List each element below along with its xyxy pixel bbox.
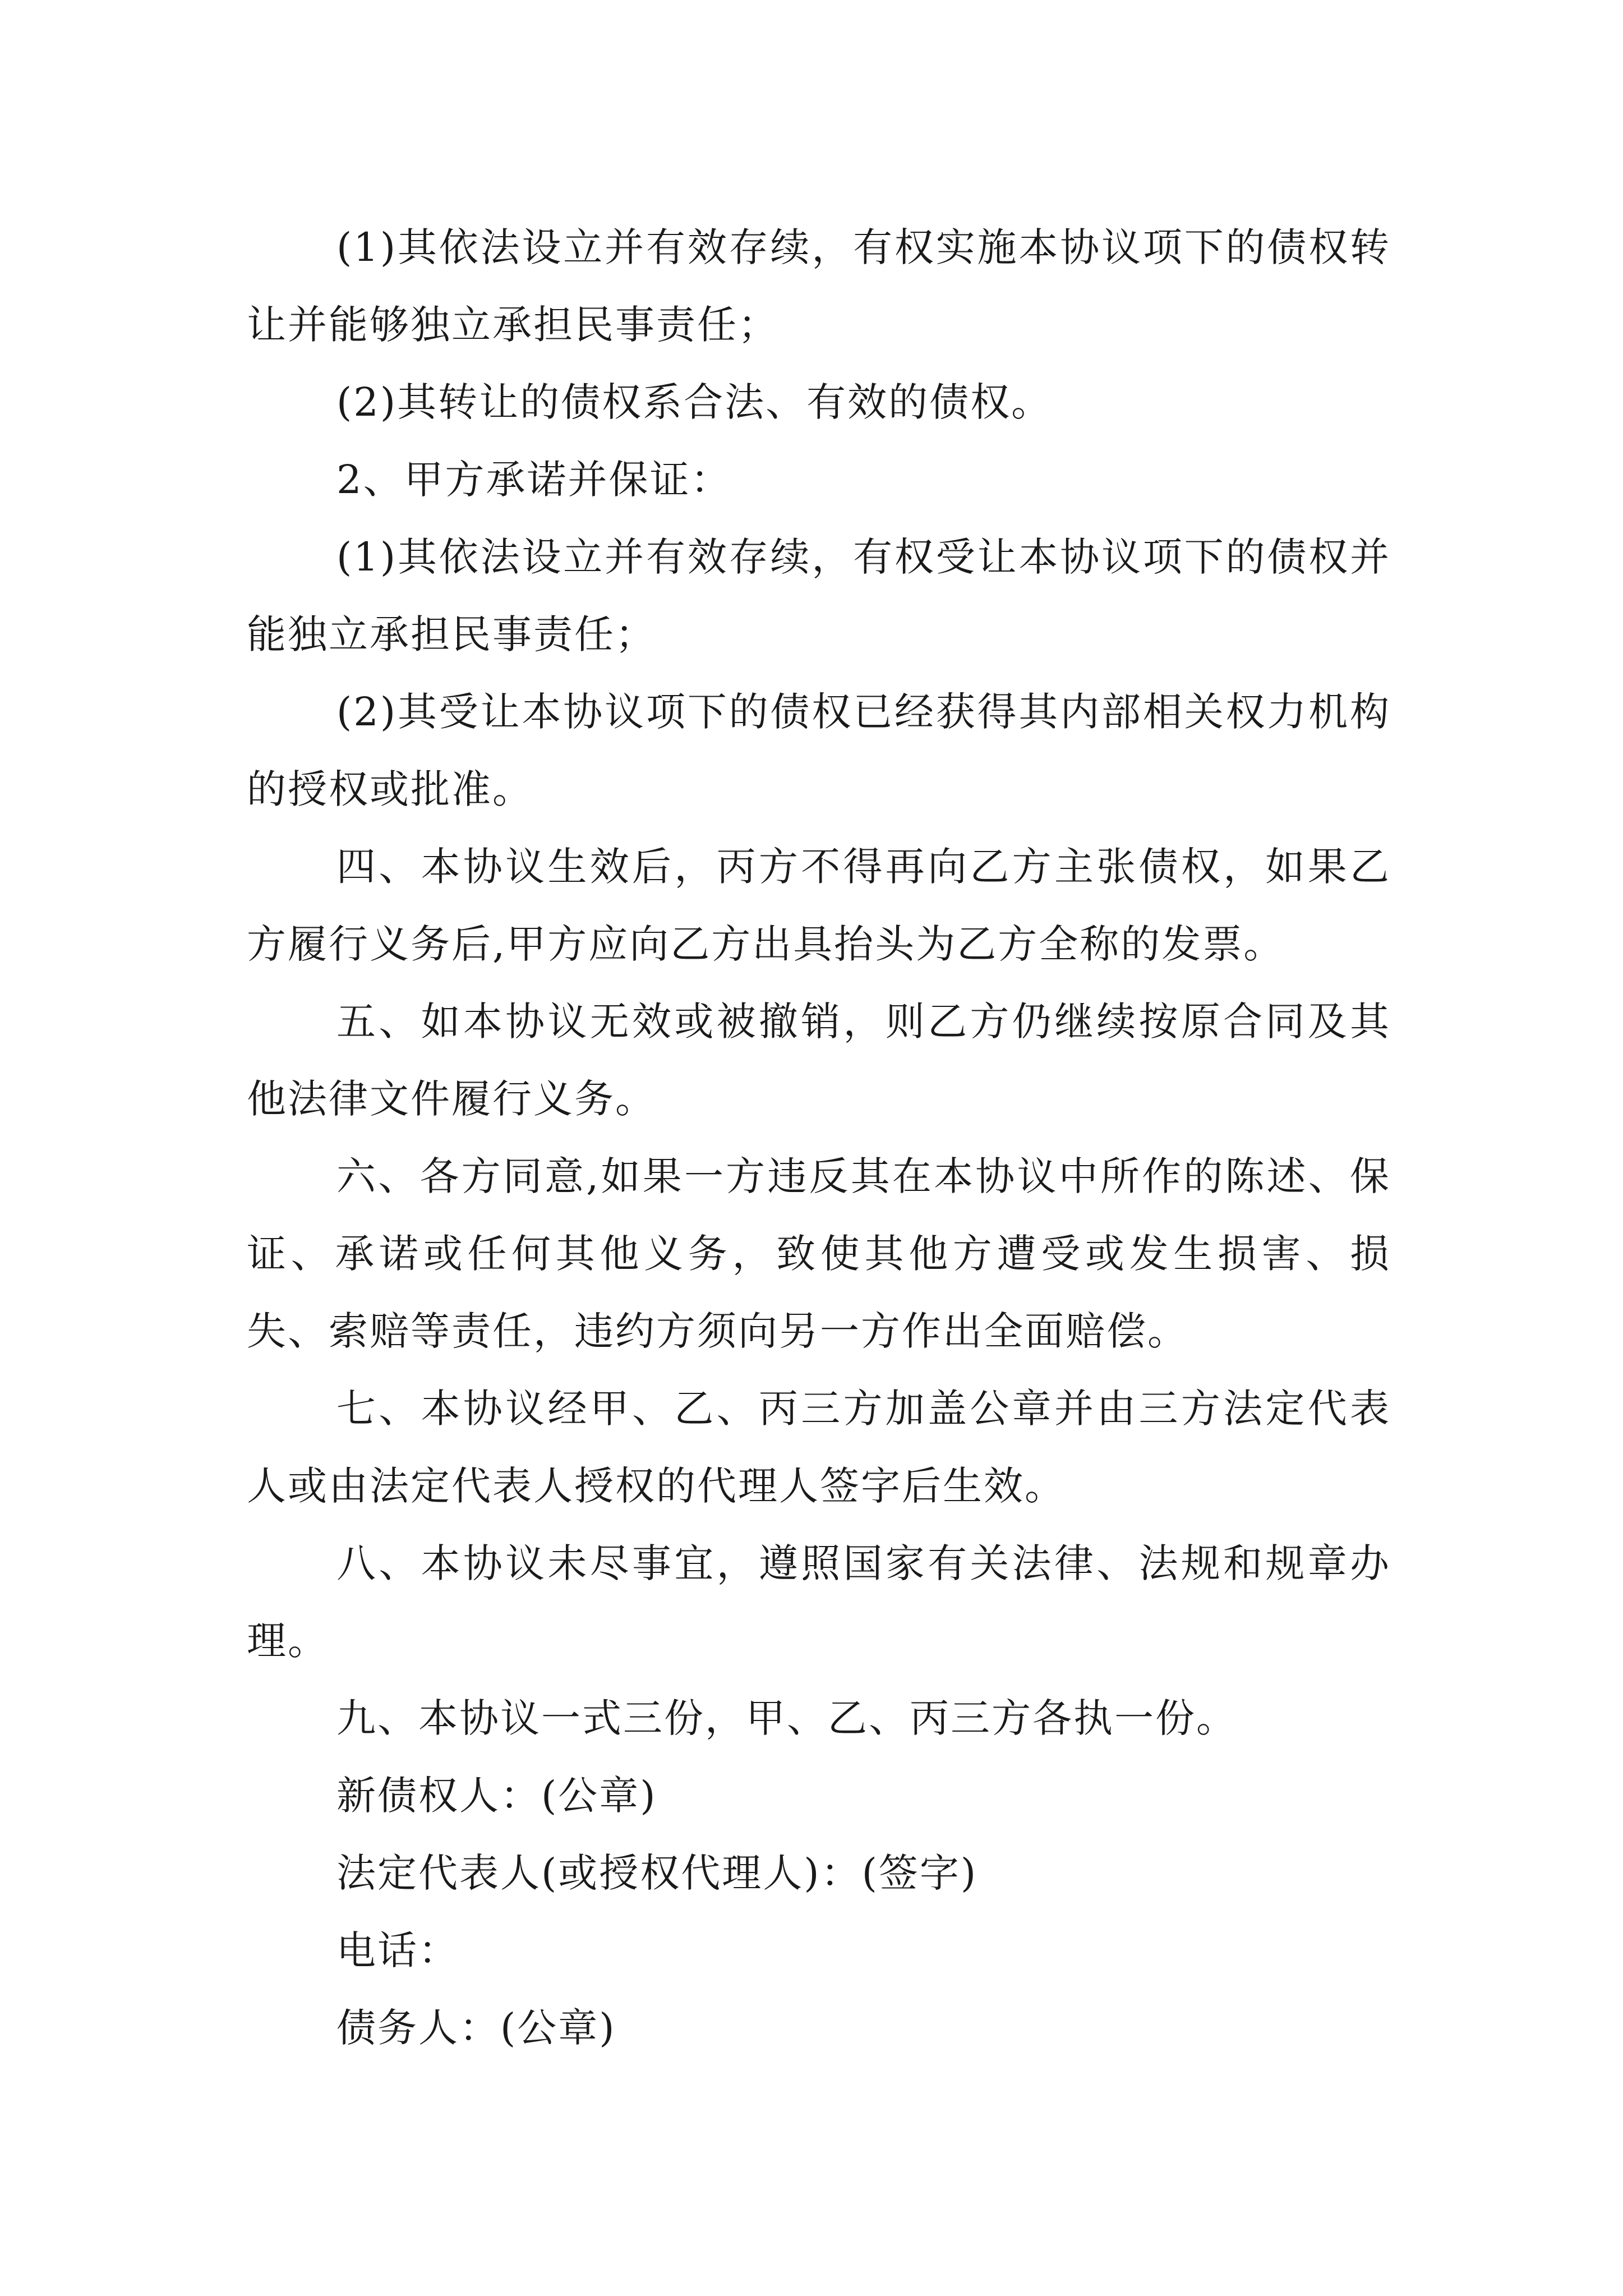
clause-paragraph: (1)其依法设立并有效存续，有权受让本协议项下的债权并能独立承担民事责任； bbox=[247, 534, 1391, 657]
signature-line-phone: 电话： bbox=[336, 1927, 459, 1973]
clause-paragraph: 八、本协议未尽事宜，遵照国家有关法律、法规和规章办理。 bbox=[247, 1540, 1391, 1664]
clause-paragraph: 九、本协议一式三份，甲、乙、丙三方各执一份。 bbox=[336, 1695, 1237, 1741]
clause-paragraph: (2)其受让本协议项下的债权已经获得其内部相关权力机构的授权或批准。 bbox=[247, 689, 1391, 812]
clause-paragraph: 2、甲方承诺并保证： bbox=[336, 457, 732, 503]
clause-paragraph: 四、本协议生效后，丙方不得再向乙方主张债权，如果乙方履行义务后,甲方应向乙方出具抬头为乙方全称的发票。 bbox=[247, 844, 1391, 967]
clause-paragraph: (1)其依法设立并有效存续，有权实施本协议项下的债权转让并能够独立承担民事责任； bbox=[247, 224, 1391, 348]
signature-line-debtor: 债务人：(公章) bbox=[336, 2005, 616, 2051]
clause-paragraph: (2)其转让的债权系合法、有效的债权。 bbox=[336, 379, 1053, 425]
clause-paragraph: 六、各方同意,如果一方违反其在本协议中所作的陈述、保证、承诺或任何其他义务，致使其他方遭受或发生损害、损失、索赔等责任，违约方须向另一方作出全面赔偿。 bbox=[247, 1153, 1391, 1354]
signature-line-new-creditor: 新债权人：(公章) bbox=[336, 1773, 657, 1819]
document-body bbox=[247, 209, 1391, 2067]
signature-line-legal-representative: 法定代表人(或授权代理人)：(签字) bbox=[336, 1850, 978, 1896]
clause-paragraph: 七、本协议经甲、乙、丙三方加盖公章并由三方法定代表人或由法定代表人授权的代理人签字后生效。 bbox=[247, 1386, 1391, 1509]
clause-paragraph: 五、如本协议无效或被撤销，则乙方仍继续按原合同及其他法律文件履行义务。 bbox=[247, 999, 1391, 1122]
